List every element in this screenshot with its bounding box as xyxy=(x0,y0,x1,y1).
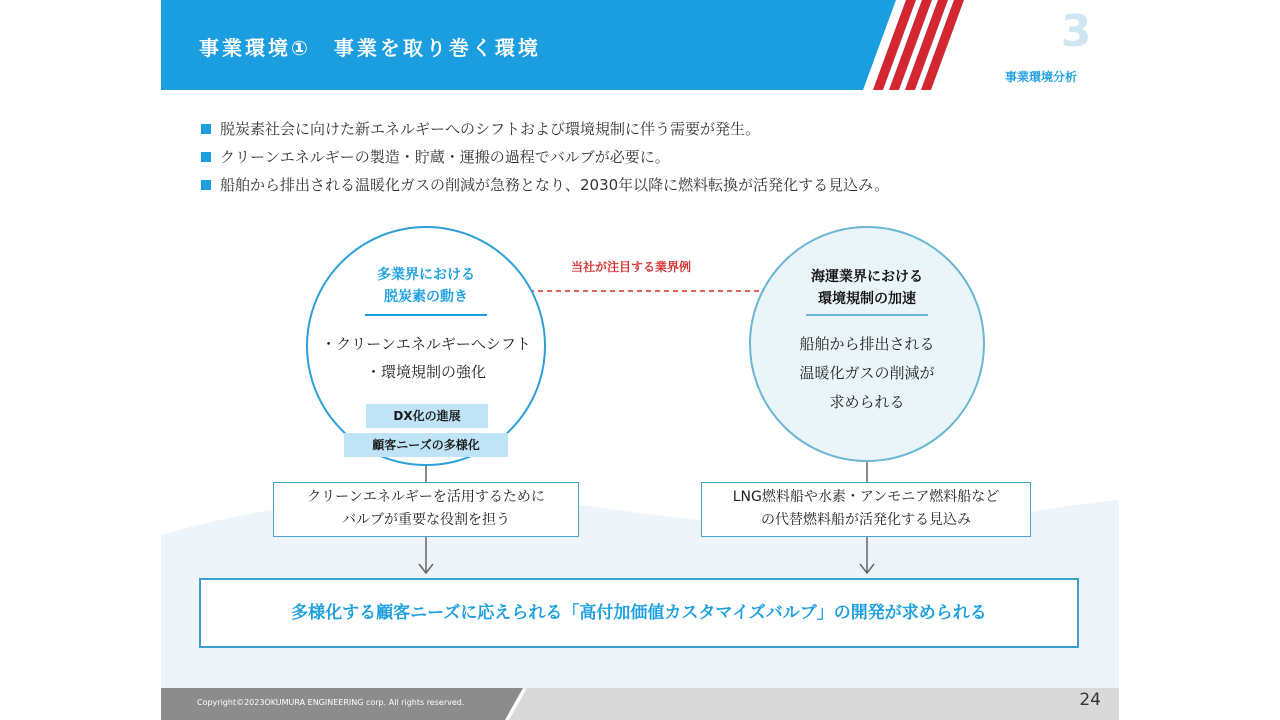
left-title-underline xyxy=(365,314,487,316)
bullet-text: 船舶から排出される温暖化ガスの削減が急務となり、2030年以降に燃料転換が活発化する見込み。 xyxy=(220,176,890,194)
slide xyxy=(161,0,1119,720)
bullet-text: クリーンエネルギーの製造・貯蔵・運搬の過程でバルブが必要に。 xyxy=(220,148,670,166)
left-box-line2: バルブが重要な役割を担う xyxy=(342,512,510,528)
left-circle-title-line1: 多業界における xyxy=(377,267,475,283)
right-circle-line3: 求められる xyxy=(829,393,905,411)
right-outcome-box xyxy=(701,482,1031,537)
right-box-line2: の代替燃料船が活発化する見込み xyxy=(761,512,971,528)
right-circle-line2: 温暖化ガスの削減が xyxy=(799,364,935,382)
left-circle-title xyxy=(346,264,506,308)
right-circle-title-line2: 環境規制の加速 xyxy=(818,291,916,307)
dx-progress-tag: DX化の進展 xyxy=(366,404,488,428)
left-circle-title-line2: 脱炭素の動き xyxy=(384,289,468,305)
left-outcome-box xyxy=(273,482,579,537)
bullet-text: 脱炭素社会に向けた新エネルギーへのシフトおよび環境規制に伴う需要が発生。 xyxy=(220,120,761,138)
section-label: 事業環境分析 xyxy=(1004,70,1077,84)
page-number: 24 xyxy=(1079,690,1101,710)
conclusion-box: 多様化する顧客ニーズに応えられる「高付加価値カスタマイズバルブ」の開発が求められる xyxy=(199,578,1079,648)
copyright-text: Copyright©2023OKUMURA ENGINEERING corp. All rights reserved. xyxy=(197,698,465,707)
right-circle-title-line1: 海運業界における xyxy=(811,269,923,285)
arrow-label: 当社が注目する業界例 xyxy=(570,260,691,274)
right-title-underline xyxy=(806,314,928,316)
section-number: 3 xyxy=(1060,6,1092,57)
customer-needs-tag: 顧客ニーズの多様化 xyxy=(344,433,508,457)
page-title: 事業環境① 事業を取り巻く環境 xyxy=(199,36,541,60)
right-circle-title xyxy=(787,266,947,310)
right-box-line1: LNG燃料船や水素・アンモニア燃料船など xyxy=(732,489,1000,505)
left-circle-line2: ・環境規制の強化 xyxy=(365,363,486,381)
left-circle-line1: ・クリーンエネルギーへシフト xyxy=(321,335,531,353)
left-box-line1: クリーンエネルギーを活用するために xyxy=(307,489,545,505)
right-circle-line1: 船舶から排出される xyxy=(799,335,935,353)
